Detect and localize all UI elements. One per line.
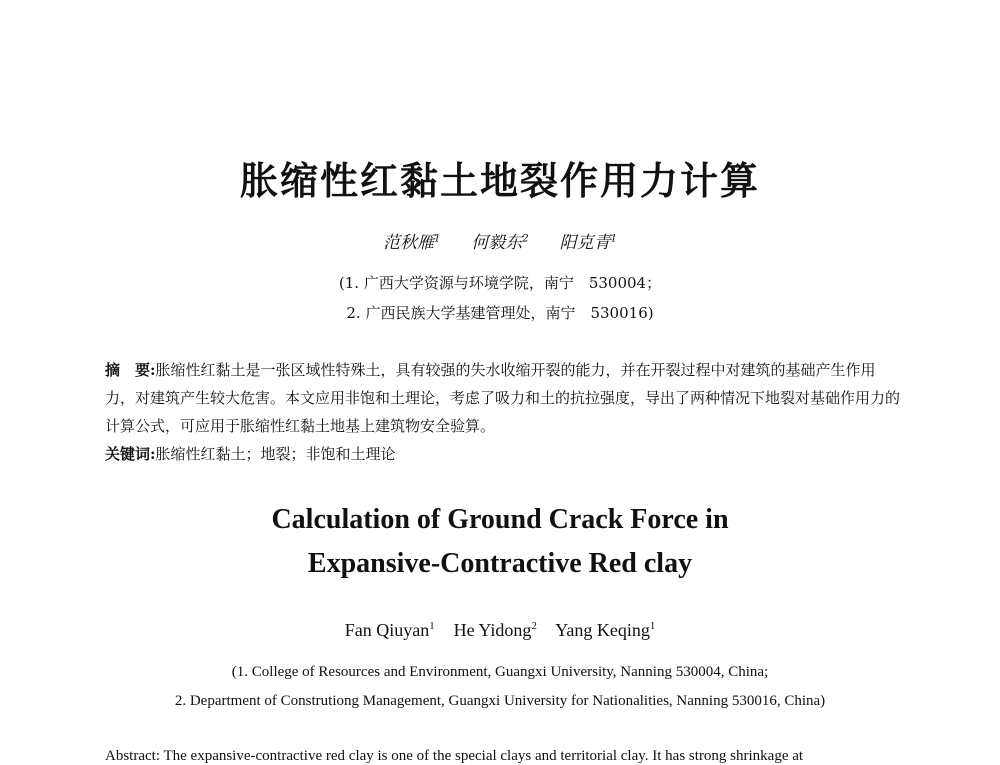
- keywords-line: [105, 440, 905, 468]
- english-title-line-1: Calculation of Ground Crack Force in: [271, 504, 729, 535]
- chinese-affiliation-2: 2. 广西民族大学基建管理处，南宁 530016): [346, 304, 654, 322]
- affiliation-mark: 1: [429, 620, 435, 632]
- affiliation-mark: 1: [433, 233, 441, 245]
- chinese-author-list: [0, 228, 1000, 253]
- chinese-author: 何毅东$^2$: [471, 233, 529, 253]
- abstract-paragraph: [105, 356, 905, 440]
- affiliation-mark: 1: [610, 233, 618, 245]
- english-author: He Yidong$^2$: [453, 620, 537, 640]
- english-author: Fan Qiuyan$^1$: [344, 620, 435, 640]
- english-affiliation-2: 2. Department of Construtiong Management, Guangxi University for Nationalities, Nanning 530016, China): [174, 693, 826, 709]
- chinese-affiliation-1: (1. 广西大学资源与环境学院，南宁 530004；: [338, 274, 662, 292]
- english-affiliation-1: (1. College of Resources and Environment, Guangxi University, Nanning 530004, China;: [231, 664, 769, 680]
- chinese-abstract: [105, 356, 905, 468]
- keywords-label: 关键词:: [105, 445, 156, 463]
- english-title-line-2: Expansive-Contractive Red clay: [307, 548, 693, 579]
- chinese-author: 阳克青$^1$: [559, 233, 618, 253]
- affiliation-mark: 1: [649, 620, 656, 632]
- english-author: Yang Keqing$^1$: [555, 620, 656, 640]
- english-author-list: [0, 620, 1000, 641]
- abstract-label: 摘 要:: [105, 361, 156, 379]
- affiliation-mark: 2: [531, 620, 537, 632]
- english-abstract-partial: Abstract: The expansive-contractive red clay is one of the special clays and territorial clay. It has strong shrinkage at: [105, 748, 804, 764]
- affiliation-mark: 2: [522, 233, 529, 245]
- keywords-text: 胀缩性红黏土；地裂；非饱和土理论: [155, 445, 396, 463]
- chinese-author: 范秋雁$^1$: [382, 233, 441, 253]
- abstract-text: 胀缩性红黏土是一张区域性特殊土，具有较强的失水收缩开裂的能力，并在开裂过程中对建筑的基础产生作用力，对建筑产生较大危害。本文应用非饱和土理论，考虑了吸力和土的抗拉强度，导出了两种情况下地裂对基础作用力的计算公式，可应用于胀缩性红黏土地基上建筑物安全验算。: [105, 361, 901, 435]
- chinese-title: 胀缩性红黏土地裂作用力计算: [239, 158, 760, 203]
